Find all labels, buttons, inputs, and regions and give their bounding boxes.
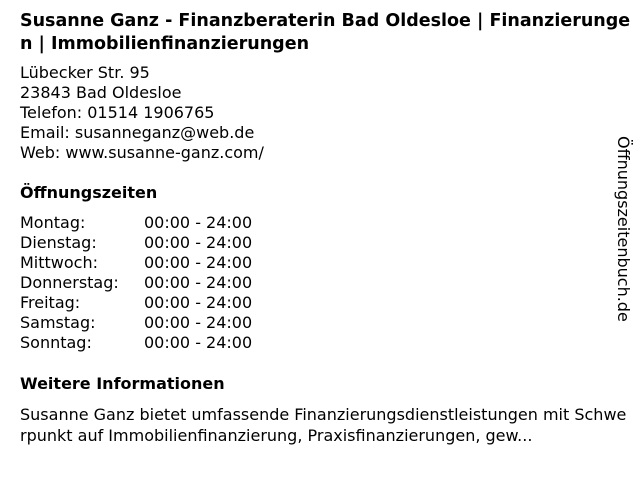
time-range: 00:00 - 24:00 [144,253,253,272]
email-text: Email: susanneganz@web.de [20,123,255,142]
day-label: Montag: [20,213,86,232]
time-range: 00:00 - 24:00 [144,313,253,332]
hours-row-sunday [20,333,252,353]
day-label: Dienstag: [20,233,97,252]
time-range: 00:00 - 24:00 [144,233,253,252]
more-info-heading: Weitere Informationen [20,374,225,393]
time-range: 00:00 - 24:00 [144,213,253,232]
website-text: Web: www.susanne-ganz.com/ [20,143,264,162]
more-info-text: Susanne Ganz bietet umfassende Finanzierungsdienstleistungen mit Schwerpunkt auf Immobilienfinanzierung, Praxisfinanzierungen, gew... [20,405,627,445]
day-label: Samstag: [20,313,96,332]
day-label: Donnerstag: [20,273,119,292]
time-range: 00:00 - 24:00 [144,293,253,312]
contact-block [20,63,264,163]
hours-row-wednesday [20,253,252,273]
hours-row-saturday [20,313,252,333]
day-label: Mittwoch: [20,253,98,272]
brand-watermark: Öffnungszeitenbuch.de [614,136,633,322]
time-range: 00:00 - 24:00 [144,333,253,352]
day-label: Freitag: [20,293,81,312]
opening-hours-heading: Öffnungszeiten [20,183,158,202]
address-city: 23843 Bad Oldesloe [20,83,182,102]
phone-text: Telefon: 01514 1906765 [20,103,215,122]
day-label: Sonntag: [20,333,92,352]
hours-row-tuesday [20,233,252,253]
address-street: Lübecker Str. 95 [20,63,150,82]
hours-row-monday [20,213,252,233]
hours-row-thursday [20,273,252,293]
hours-row-friday [20,293,252,313]
opening-hours-table [20,213,252,353]
page-title: Susanne Ganz - Finanzberaterin Bad Oldesloe | Finanzierungen | Immobilienfinanzierungen [20,11,631,54]
time-range: 00:00 - 24:00 [144,273,253,292]
